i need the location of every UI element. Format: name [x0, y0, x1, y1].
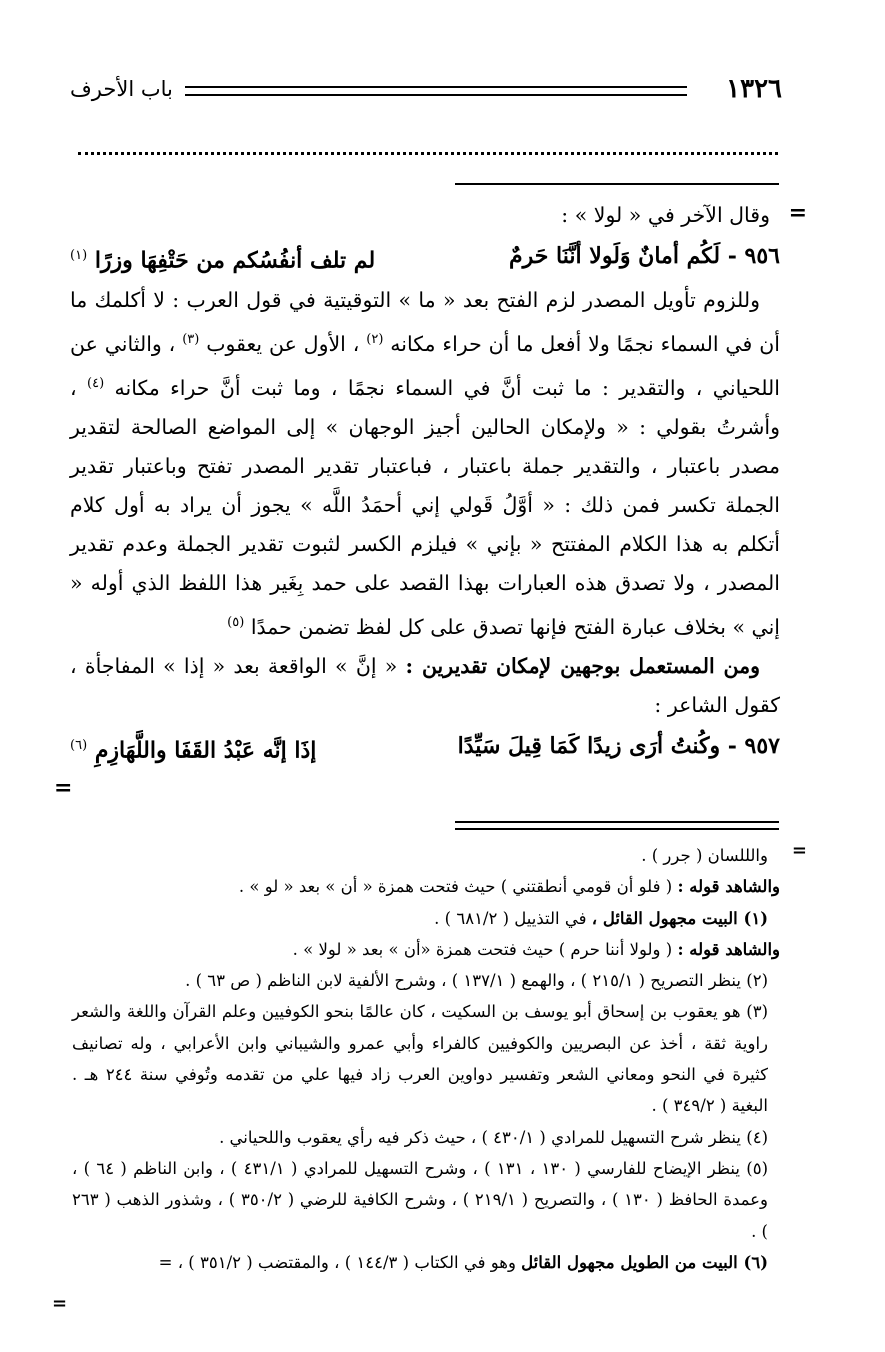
- footnote-2: (٢) ينظر التصريح ( ٢١٥/١ ) ، والهمع ( ١٣٧/١ ) ، وشرح الألفية لابن الناظم ( ص ٦٣ ) .: [185, 971, 768, 991]
- page-number: ١٣٢٦: [726, 74, 782, 104]
- footnote-ref: (٣): [182, 332, 200, 348]
- footnote-continuation: والللسان ( جرر ) .: [641, 846, 768, 865]
- dotted-separator: [78, 152, 778, 155]
- footnote-6: (٦) البيت من الطويل مجهول القائل وهو في الكتاب ( ١٤٤/٣ ) ، والمقتضب ( ٣٥١/٢ ) ، =: [158, 1252, 768, 1272]
- footnote-ref: (٦): [70, 737, 88, 753]
- verse-956-first-hemistich: ٩٥٦ - لَكُم أمانٌ وَلَولا أنَّنَا حَرمٌ: [509, 243, 780, 269]
- footnote-3: (٣) هو يعقوب بن إسحاق أبو يوسف بن السكيت ، كان عالمًا بنحو الكوفيين وعلم القرآن واللغة والشعر راوية ثقة ، أخذ عن البصريين والكوفيين كالفراء وأبي عمرو والشيباني وابن الأعرابي ، وله تصانيف كثيرة في النحو ومعاني الشعر وتفسير دواوين العرب زاد فيها علي من تقدمه وتُوفي سنة ٢٤٤ هـ . البغية ( ٣٤٩/٢ ) .: [72, 1002, 768, 1116]
- footnotes: [72, 840, 780, 1278]
- verse-956-second-hemistich: لم تلف أنفُسُكم من حَتْفِهَا وزرًا $^{(١)}$: [70, 247, 376, 274]
- verse-956: [70, 235, 780, 281]
- verse-957-second-hemistich: إذَا إنَّه عَبْدُ القَفَا واللَّهَازِمِ $^{(٦)}$: [70, 737, 317, 764]
- footnote-witness: والشاهد قوله : ( ولولا أننا حرم ) حيث فتحت همزة «أن » بعد « لولا » .: [292, 939, 780, 959]
- continuation-rule: [455, 183, 779, 185]
- continuation-marker: =: [788, 200, 807, 226]
- footnote-rule: [455, 821, 779, 830]
- footnote-witness: والشاهد قوله : ( فلو أن قومي أنطقتني ) حيث فتحت همزة « أن » بعد « لو » .: [238, 877, 780, 897]
- continuation-marker: =: [52, 1293, 68, 1314]
- main-text: [70, 196, 780, 771]
- footnote-1: (١) البيت مجهول القائل ، في التذييل ( ٦٨١/٢ ) .: [434, 908, 768, 928]
- footnote-5: (٥) ينظر الإيضاح للفارسي ( ١٣٠ ، ١٣١ ) ، وشرح التسهيل للمرادي ( ٤٣١/١ ) ، وابن الناظم ( ٦٤ ) ، وعمدة الحافظ ( ١٣٠ ) ، والتصريح ( ٢١٩/١ ) ، وشرح الكافية للرضي ( ٣٥٠/٢ ) ، وشذور الذهب ( ٢٦٣ ) .: [72, 1158, 768, 1241]
- continuation-marker: =: [791, 840, 807, 861]
- page-header: [70, 72, 782, 112]
- chapter-title: باب الأحرف: [70, 77, 173, 101]
- header-rule: [185, 86, 687, 96]
- paragraph: وللزوم تأويل المصدر لزم الفتح بعد « ما » التوقيتية في قول العرب : لا أكلمك ما أن في السماء نجمًا ولا أفعل ما أن حراء مكانه $^{(٢)}$ ، الأول عن يعقوب $^{(٣)}$ ، والثاني عن اللحياني ، والتقدير : ما ثبت أنَّ في السماء نجمًا ، وما ثبت أنَّ حراء مكانه $^{(٤)}$ ، وأشرتُ بقولي : « ولإمكان الحالين أجيز الوجهان » إلى المواضع الصالحة لتقدير مصدر باعتبار ، والتقدير جملة باعتبار ، فباعتبار تقدير المصدر تفتح وباعتبار تقدير الجملة تكسر فمن ذلك : « أوَّلُ قَولي إني أحمَدُ اللَّه » يجوز أن يراد به أول كلام أتكلم به هذا الكلام المفتتح « بإني » فيلزم الكسر لثبوت تقدير الجملة وعدم تقدير المصدر ، ولا تصدق هذه العبارات بهذا القصد على حمد بِغَير هذا اللفظ الذي أوله « إني » بخلاف عبارة الفتح فإنها تصدق على كل لفظ تضمن حمدًا $^{(٥)}$: [70, 288, 780, 639]
- footnote-ref: (١): [70, 248, 88, 263]
- verse-957-first-hemistich: ٩٥٧ - وكُنتُ أرَى زيدًا كَمَا قِيلَ سَيِّدًا: [457, 732, 780, 759]
- verse-intro: وقال الآخر في « لولا » :: [561, 203, 770, 227]
- footnote-4: (٤) ينظر شرح التسهيل للمرادي ( ٤٣٠/١ ) ، حيث ذكر فيه رأي يعقوب واللحياني .: [219, 1127, 768, 1147]
- verse-957: [70, 725, 780, 771]
- footnote-ref: (٥): [227, 614, 245, 630]
- continuation-marker: =: [54, 775, 73, 801]
- bold-lead: ومن المستعمل بوجهين لإمكان تقديرين :: [405, 653, 760, 678]
- paragraph: ومن المستعمل بوجهين لإمكان تقديرين : « إنَّ » الواقعة بعد « إذا » المفاجأة ، كقول الشاعر :: [70, 653, 780, 717]
- footnote-ref: (٤): [87, 376, 105, 392]
- footnote-ref: (٢): [366, 332, 384, 348]
